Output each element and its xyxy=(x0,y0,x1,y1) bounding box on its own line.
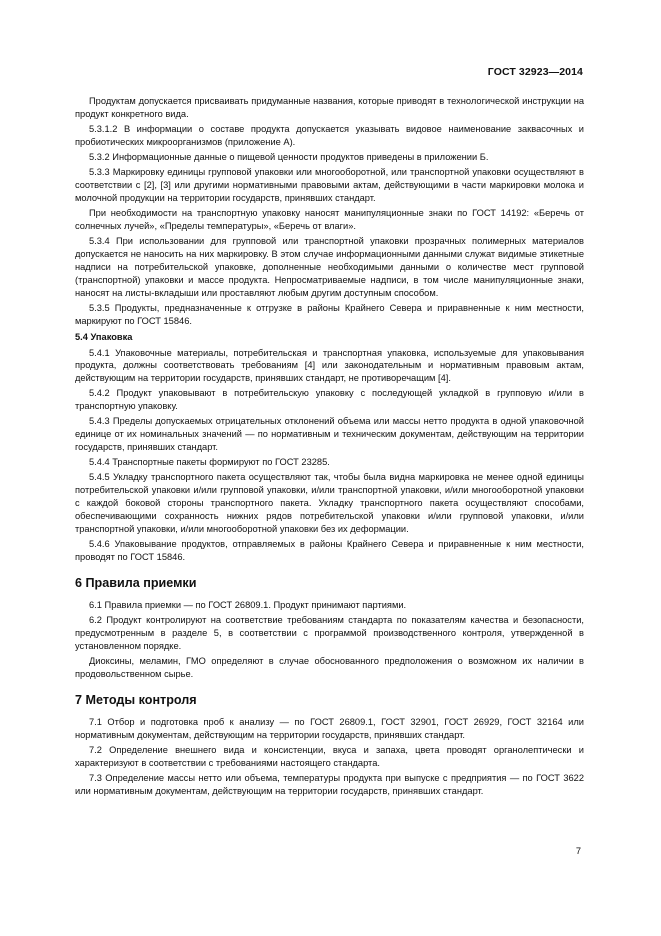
paragraph-7-2: 7.2 Определение внешнего вида и консистенции, вкуса и запаха, цвета проводят органолептически и характеризуют в соответствии с требованиями настоящего стандарта. xyxy=(75,744,584,768)
paragraph-5-4-5: 5.4.5 Укладку транспортного пакета осуществляют так, чтобы была видна маркировка не менее одной единицы потребительской упаковки и/или групповой упаковки, и/или транспортной упаковки, и/или многооборотной упаковки с каждой боковой стороны транспортного пакета. Укладку транспортного пакета осуществляют способами, обеспечивающими сохранность нижних рядов потребительской упаковки и/или групповой упаковки, и/или транспортной упаковки, и/или многооборотной упаковки без их деформации. xyxy=(75,472,584,535)
document-body xyxy=(75,95,584,800)
paragraph-7-3: 7.3 Определение массы нетто или объема, температуры продукта при выпуске с предприятия — по ГОСТ 3622 или нормативным документам, действующим на территории государств, принявших стандарт. xyxy=(75,772,584,796)
paragraph-5-3-1-2: 5.3.1.2 В информации о составе продукта допускается указывать видовое наименование заквасочных и пробиотических микроорганизмов (приложение А). xyxy=(75,124,584,147)
paragraph-5-3-3: 5.3.3 Маркировку единицы групповой упаковки или многооборотной, или транспортной упаковки осуществляют в соответствии с [2], [3] или другими нормативными правовыми актам, действующими в части маркировки молока и молочной продукции на территории государств, принявших стандарт. xyxy=(75,167,584,203)
paragraph-handling-signs: При необходимости на транспортную упаковку наносят манипуляционные знаки по ГОСТ 14192: «Беречь от солнечных лучей», «Пределы температуры», «Беречь от влаги». xyxy=(75,208,584,231)
paragraph-5-4-1: 5.4.1 Упаковочные материалы, потребительская и транспортная упаковка, используемые для упаковывания продукта, должны соответствовать требованиям [4] или законодательным и нормативным правовым актам, действующим на территории государств, принявших стандарт, не противоречащим [4]. xyxy=(75,347,584,384)
paragraph-5-3-2: 5.3.2 Информационные данные о пищевой ценности продуктов приведены в приложении Б. xyxy=(89,152,489,162)
paragraph-6-1: 6.1 Правила приемки — по ГОСТ 26809.1. Продукт принимают партиями. xyxy=(89,599,407,610)
subsection-heading-5-4: 5.4 Упаковка xyxy=(75,331,133,342)
page-number: 7 xyxy=(575,846,581,856)
paragraph-5-4-4: 5.4.4 Транспортные пакеты формируют по ГОСТ 23285. xyxy=(89,457,330,468)
paragraph-5-4-3: 5.4.3 Пределы допускаемых отрицательных отклонений объема или массы нетто продукта в одной упаковочной единице от их номинальных значений — по нормативным и техническим документам, действующим на территории государств, принявших стандарт. xyxy=(75,416,584,453)
paragraph-7-1: 7.1 Отбор и подготовка проб к анализу — по ГОСТ 26809.1, ГОСТ 32901, ГОСТ 26929, ГОСТ 32164 или нормативным документам, действующим на территории государств, принявших стандарт. xyxy=(75,716,584,740)
paragraph-5-3-5: 5.3.5 Продукты, предназначенные к отгрузке в районы Крайнего Севера и приравненные к ним местности, маркируют по ГОСТ 15846. xyxy=(75,302,584,326)
paragraph-6-2: 6.2 Продукт контролируют на соответствие требованиям стандарта по показателям качества и безопасности, предусмотренным в разделе 5, в соответствии с программой производственного контроля, утвержденной в установленном порядке. xyxy=(75,615,584,651)
paragraph-5-3-4: 5.3.4 При использовании для групповой или транспортной упаковки прозрачных полимерных материалов допускается не наносить на них маркировку. В этом случае информационными данными служат видимые этикетные надписи на потребительской упаковке, дополненные необходимыми данными о количестве мест групповой (транспортной) упаковки и массе продукта. Непросматриваемые надписи, в том числе манипуляционные знаки, наносят на листы-вкладыши или проставляют любым другим доступным способом. xyxy=(75,236,584,298)
paragraph-dioxins: Диоксины, меламин, ГМО определяют в случае обоснованного предположения о возможном их наличии в продовольственном сырье. xyxy=(75,655,584,679)
paragraph-5-4-2: 5.4.2 Продукт упаковывают в потребительскую упаковку с последующей укладкой в групповую и/или в транспортную упаковку. xyxy=(75,388,584,412)
section-heading-7: 7 Методы контроля xyxy=(75,692,197,707)
section-heading-6: 6 Правила приемки xyxy=(75,575,197,590)
paragraph-5-4-6: 5.4.6 Упаковывание продуктов, отправляемых в районы Крайнего Севера и приравненные к ним местности, проводят по ГОСТ 15846. xyxy=(75,539,584,563)
paragraph-names: Продуктам допускается присваивать придуманные названия, которые приводят в технологической инструкции на продукт конкретного вида. xyxy=(75,96,584,119)
document-code-header: ГОСТ 32923—2014 xyxy=(487,66,583,78)
